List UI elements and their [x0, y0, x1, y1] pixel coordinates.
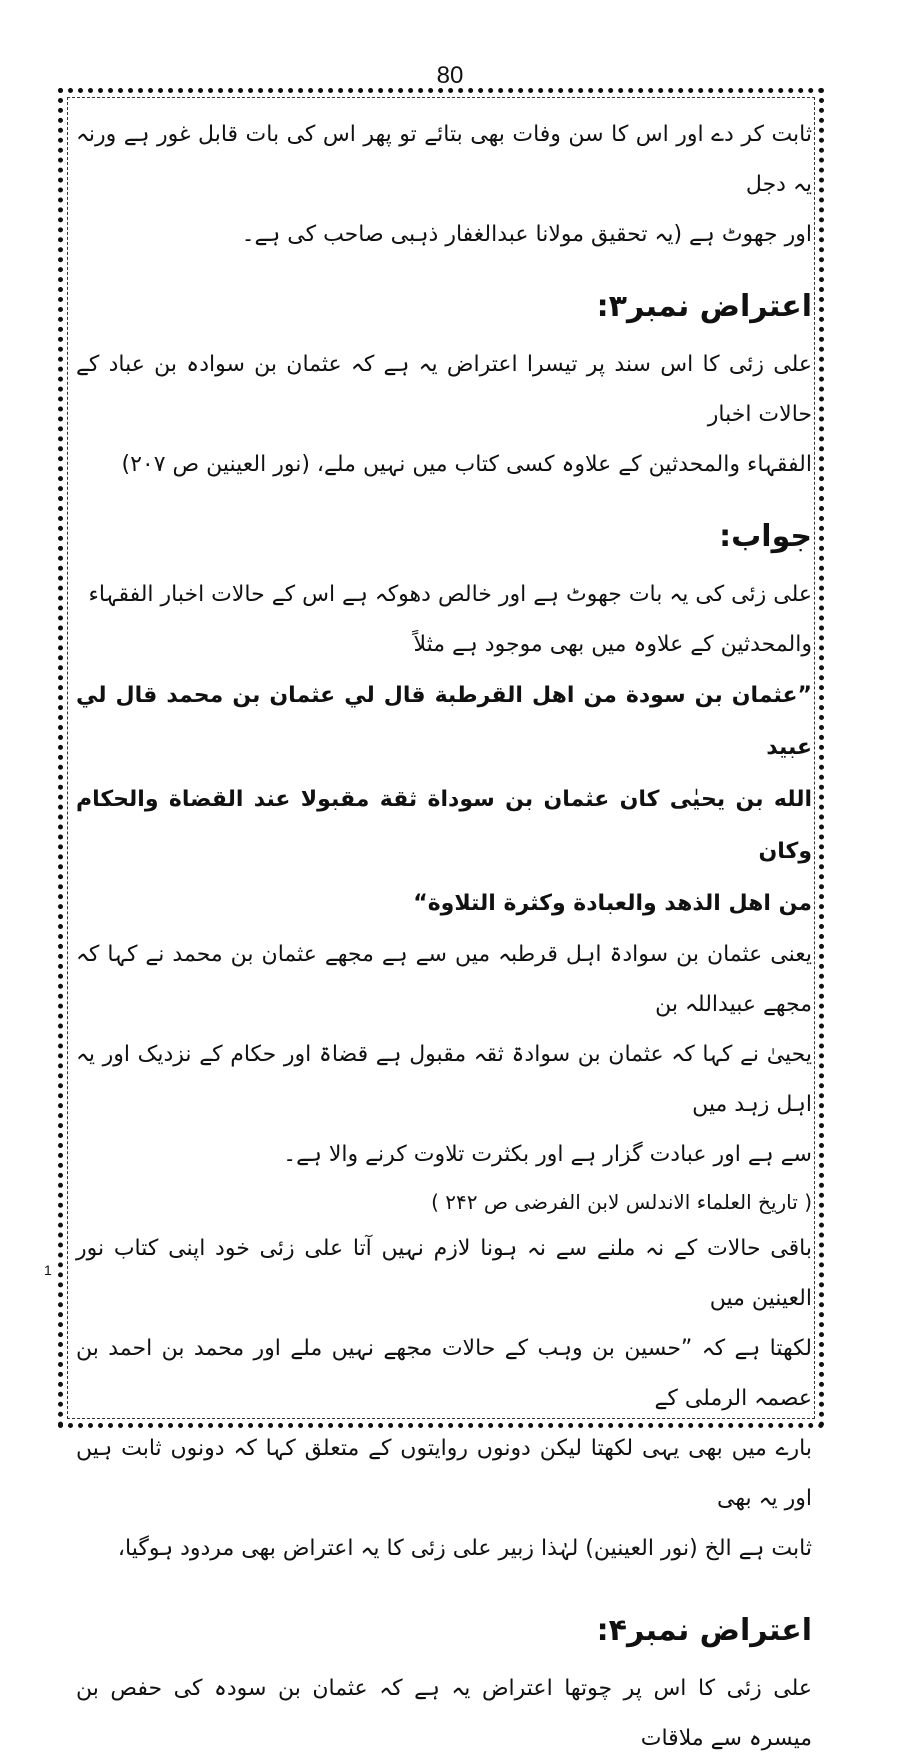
text-line: اور جھوٹ ہے (یہ تحقیق مولانا عبدالغفار ذہبی صاحب کی ہے۔	[241, 222, 812, 247]
arabic-quote-line: ”عثمان بن سودة من اهل القرطبة قال لي عثمان بن محمد قال لي عبيد	[76, 683, 812, 760]
citation-reference: ( تاریخ العلماء الاندلس لابن الفرضی ص ۲۴۲ )	[431, 1190, 812, 1214]
text-line: ثابت ہے الخ (نور العینین) لہٰذا زبیر علی زئی کا یہ اعتراض بھی مردود ہوگیا،	[117, 1536, 812, 1561]
translation-line: سے ہے اور عبادت گزار ہے اور بکثرت تلاوت کرنے والا ہے۔	[283, 1142, 812, 1167]
translation-line: یعنی عثمان بن سوادۃ اہل قرطبہ میں سے ہے مجھے عثمان بن محمد نے کہا کہ مجھے عبیداللہ بن	[76, 942, 812, 1017]
margin-mark: 1	[44, 1262, 52, 1278]
text-line: بارے میں بھی یہی لکھتا لیکن دونوں روایتوں کے متعلق کہا کہ دونوں ثابت ہیں اور یہ بھی	[76, 1436, 812, 1511]
text-line: ثابت کر دے اور اس کا سن وفات بھی بتائے تو پھر اس کی بات قابل غور ہے ورنہ یہ دجل	[76, 122, 812, 197]
page-content	[76, 110, 812, 1751]
text-line: الفقہاء والمحدثین کے علاوہ کسی کتاب میں نہیں ملے، (نور العینین ص ۲۰۷)	[121, 452, 812, 477]
text-line: علی زئی کا اس پر چوتھا اعتراض یہ ہے کہ عثمان بن سودہ کی حفص بن میسرہ سے ملاقات	[76, 1676, 812, 1751]
text-line: باقی حالات کے نہ ملنے سے نہ ہونا لازم نہیں آتا علی زئی خود اپنی کتاب نور العینین میں	[76, 1236, 812, 1311]
answer-heading: جواب:	[719, 519, 812, 554]
objection-4-heading: اعتراض نمبر۴:	[596, 1613, 812, 1648]
arabic-quote-line: من اهل الذهد والعبادة وكثرة التلاوة“	[413, 891, 812, 916]
page-number: 80	[436, 62, 464, 89]
text-line: علی زئی کی یہ بات جھوٹ ہے اور خالص دھوکہ ہے اس کے حالات اخبار الفقہاء	[88, 582, 812, 607]
text-line: علی زئی کا اس سند پر تیسرا اعتراض یہ ہے کہ عثمان بن سوادہ بن عباد کے حالات اخبار	[76, 352, 812, 427]
text-line: والمحدثین کے علاوہ میں بھی موجود ہے مثلاً	[413, 632, 812, 657]
arabic-quote-line: الله بن يحيٰى كان عثمان بن سوداة ثقة مقبولا عند القضاة والحكام وكان	[76, 787, 812, 864]
text-line: لکھتا ہے کہ ”حسین بن وہب کے حالات مجھے نہیں ملے اور محمد بن احمد بن عصمہ الرملی کے	[76, 1336, 812, 1411]
translation-line: یحییٰ نے کہا کہ عثمان بن سوادۃ ثقہ مقبول ہے قضاۃ اور حکام کے نزدیک اور یہ اہل زہد میں	[76, 1042, 812, 1117]
objection-3-heading: اعتراض نمبر۳:	[596, 289, 812, 324]
